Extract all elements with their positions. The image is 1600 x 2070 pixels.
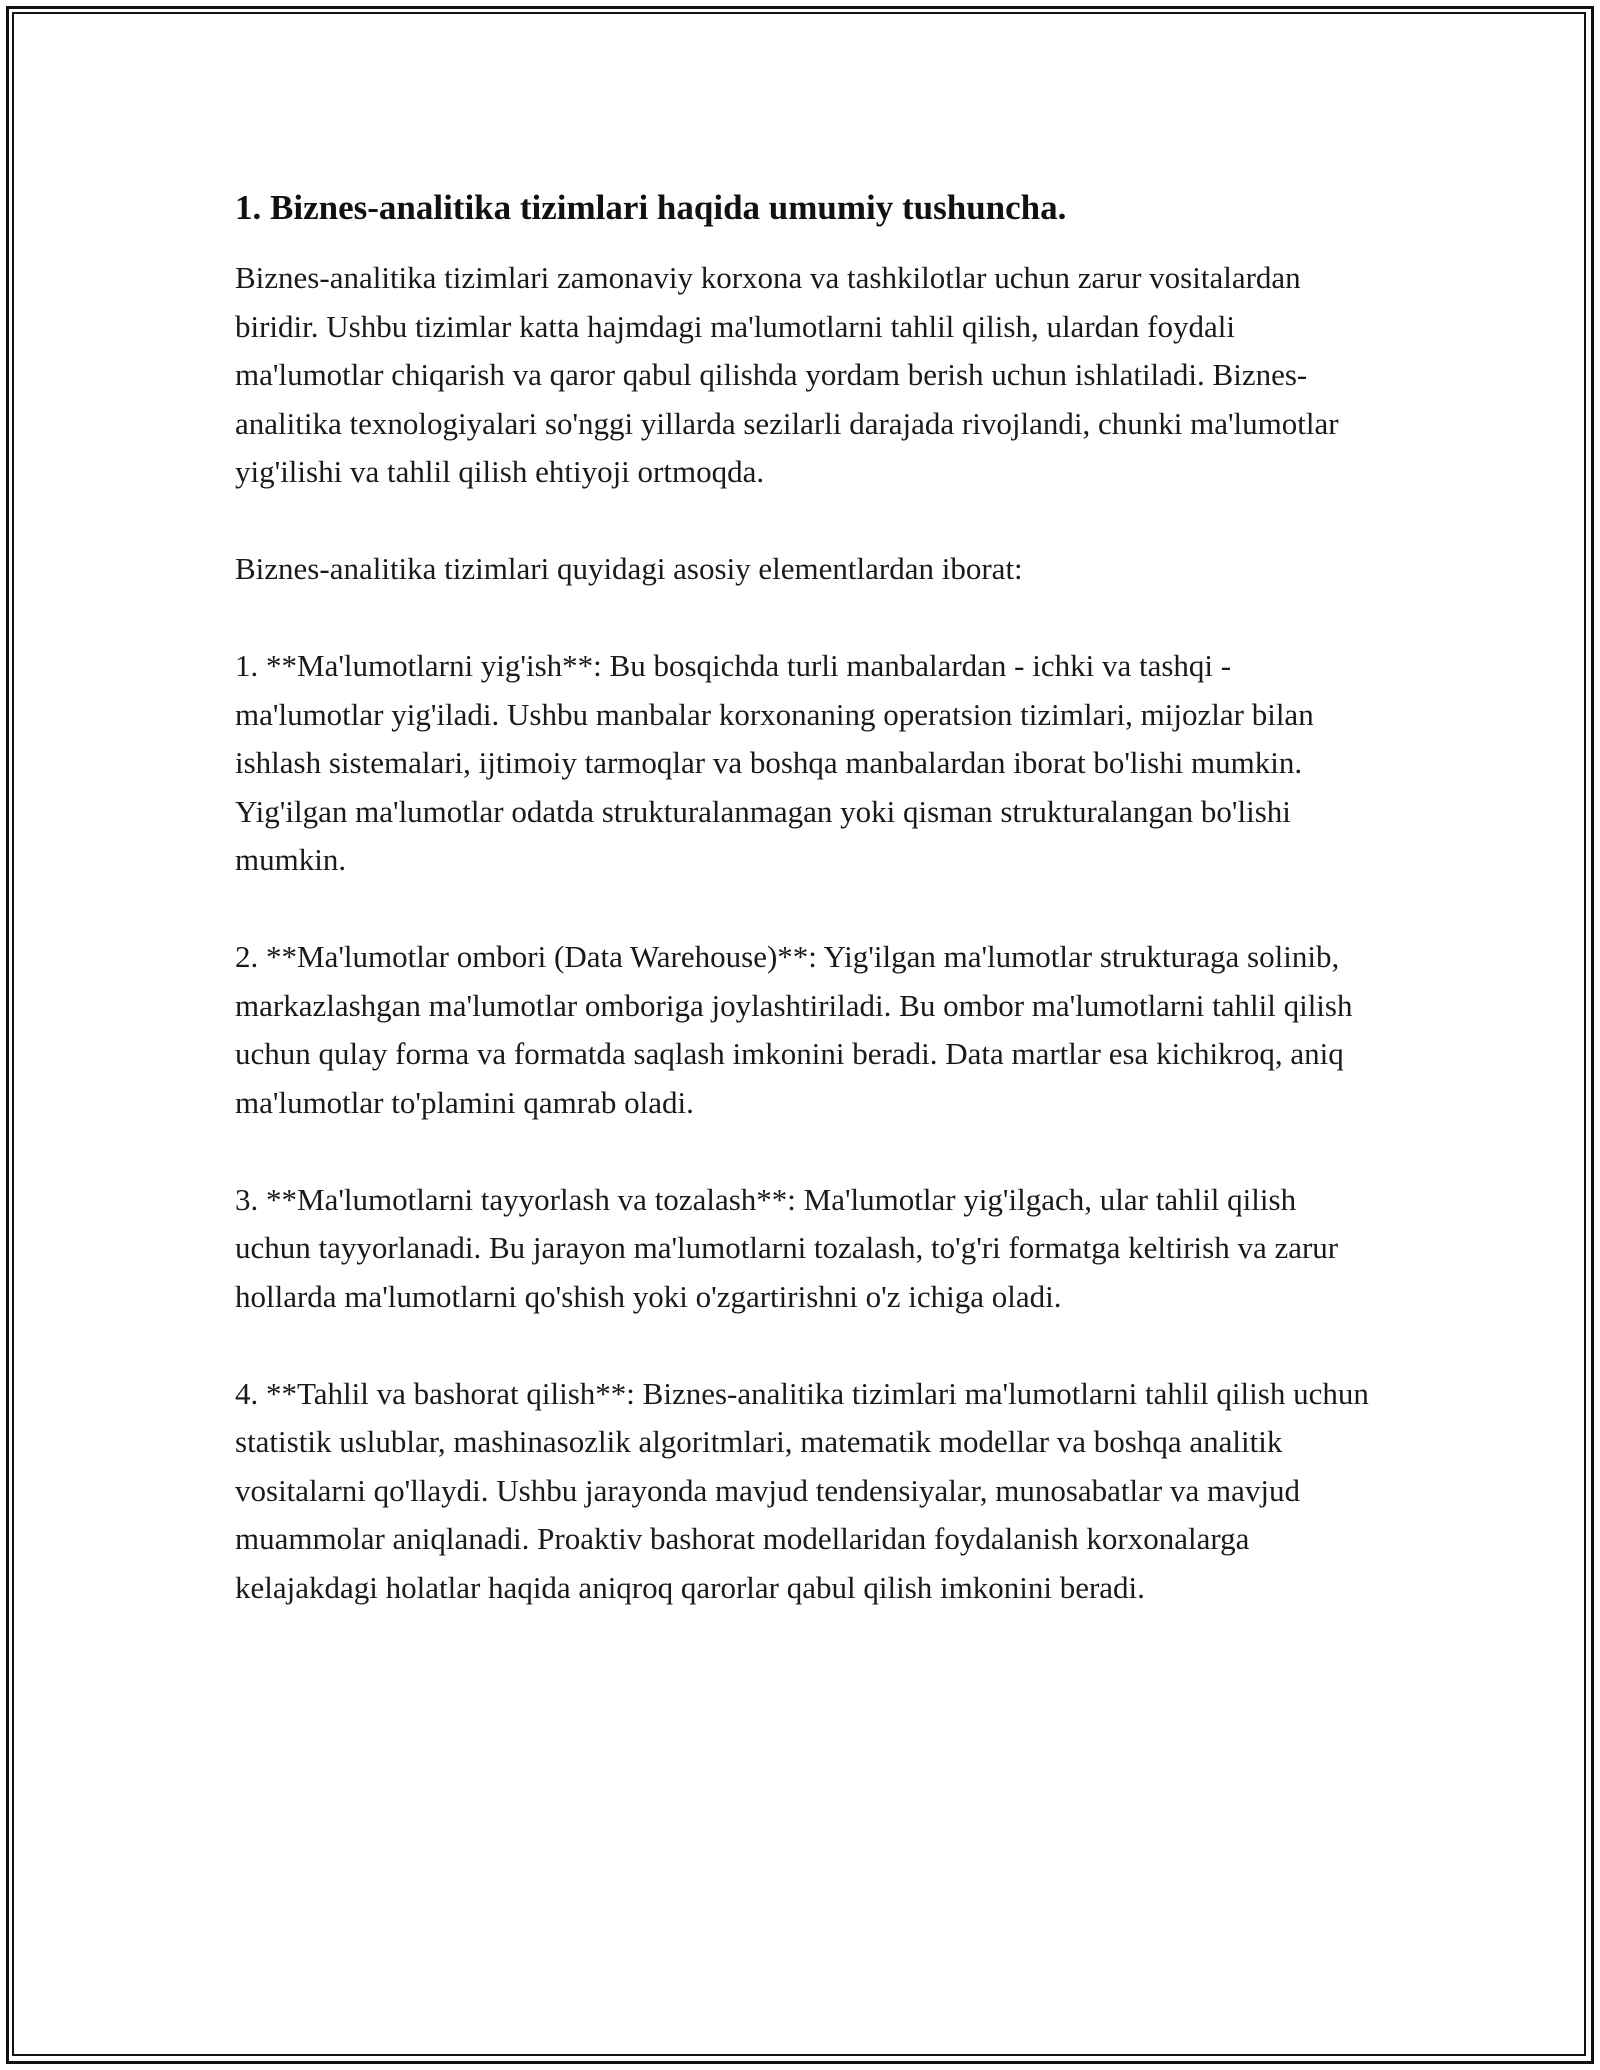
list-item-analysis-forecasting: 4. **Tahlil va bashorat qilish**: Biznes-analitika tizimlari ma'lumotlarni tahlil qilish uchun statistik uslublar, mashinasozlik algoritmlari, matematik modellar va boshqa analitik vositalarni qo'llaydi. Ushbu jarayonda mavjud tendensiyalar, munosabatlar va mavjud muammolar aniqlanadi. Proaktiv bashorat modellaridan foydalanish korxonalarga kelajakdagi holatlar haqida aniqroq qarorlar qabul qilish imkonini beradi. (235, 1375, 1369, 1605)
paragraph-elements-lead: Biznes-analitika tizimlari quyidagi asosiy elementlardan iborat: (235, 551, 1023, 586)
list-item-data-warehouse: 2. **Ma'lumotlar ombori (Data Warehouse)**: Yig'ilgan ma'lumotlar strukturaga solinib, markazlashgan ma'lumotlar omboriga joylashtiriladi. Bu ombor ma'lumotlarni tahlil qilish uchun qulay forma va formatda saqlash imkonini beradi. Data martlar esa kichikroq, aniq ma'lumotlar to'plamini qamrab oladi. (235, 939, 1353, 1120)
list-item-data-collection: 1. **Ma'lumotlarni yig'ish**: Bu bosqichda turli manbalardan - ichki va tashqi - ma'lumotlar yig'iladi. Ushbu manbalar korxonaning operatsion tizimlari, mijozlar bilan ishlash sistemalari, ijtimoiy tarmoqlar va boshqa manbalardan iborat bo'lishi mumkin. Yig'ilgan ma'lumotlar odatda strukturalanmagan yoki qisman strukturalangan bo'lishi mumkin. (235, 648, 1314, 877)
paragraph-intro: Biznes-analitika tizimlari zamonaviy korxona va tashkilotlar uchun zarur vositalardan biridir. Ushbu tizimlar katta hajmdagi ma'lumotlarni tahlil qilish, ulardan foydali ma'lumotlar chiqarish va qaror qabul qilishda yordam berish uchun ishlatiladi. Biznes-analitika texnologiyalari so'nggi yillarda sezilarli darajada rivojlandi, chunki ma'lumotlar yig'ilishi va tahlil qilish ehtiyoji ortmoqda. (235, 260, 1339, 489)
list-item-data-preparation: 3. **Ma'lumotlarni tayyorlash va tozalash**: Ma'lumotlar yig'ilgach, ular tahlil qilish uchun tayyorlanadi. Bu jarayon ma'lumotlarni tozalash, to'g'ri formatga keltirish va zarur hollarda ma'lumotlarni qo'shish yoki o'zgartirishni o'z ichiga oladi. (235, 1181, 1339, 1314)
document-body (235, 186, 1370, 1661)
page-title: 1. Biznes-analitika tizimlari haqida umumiy tushuncha. (235, 188, 1067, 227)
